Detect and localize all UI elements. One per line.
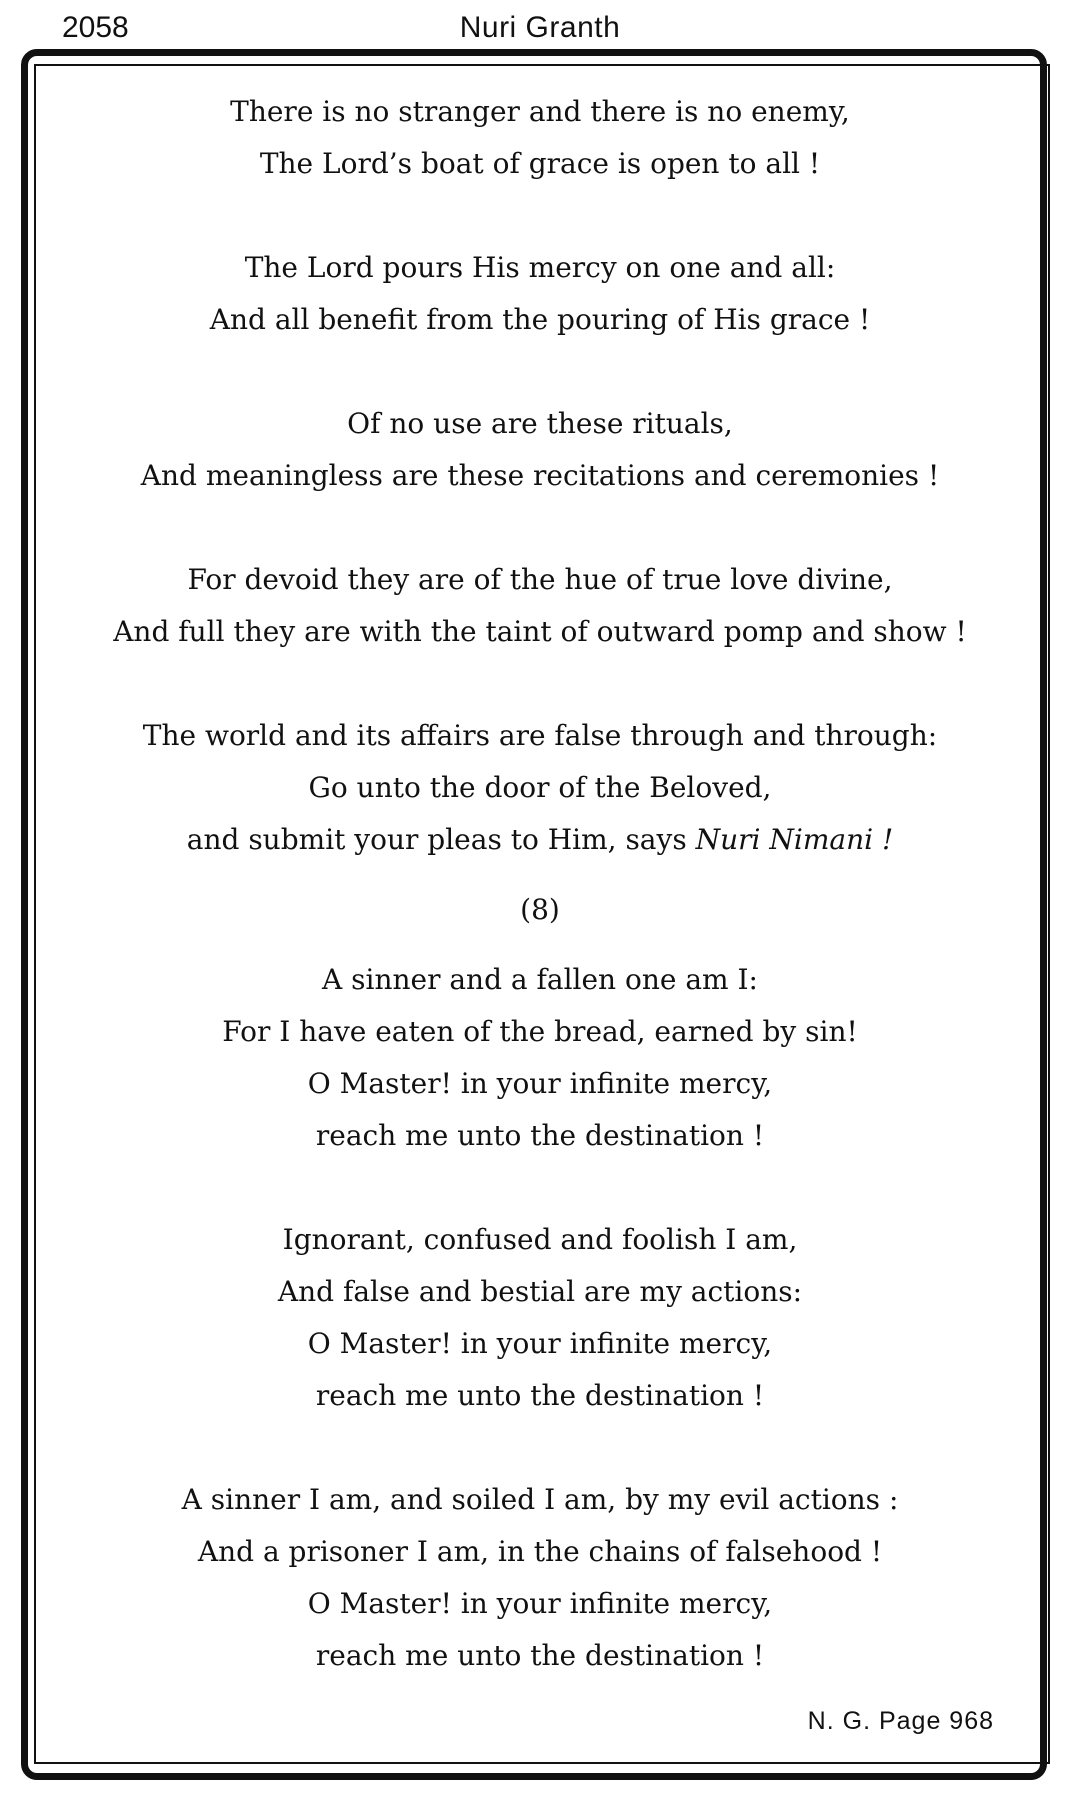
- verse-line: Ignorant, confused and foolish I am,: [282, 1223, 798, 1256]
- verse-line: reach me unto the destination !: [315, 1379, 765, 1412]
- verse-line: A sinner and a fallen one am I:: [322, 963, 758, 996]
- verse-line: For I have eaten of the bread, earned by sin!: [222, 1015, 858, 1048]
- poem-body: [40, 86, 1040, 1734]
- closing-stanza: [40, 710, 1040, 866]
- stanza: [40, 398, 1040, 502]
- section-number: (8): [520, 893, 560, 926]
- verse-line: And meaningless are these recitations and ceremonies !: [140, 459, 940, 492]
- verse-line: And false and bestial are my actions:: [277, 1275, 803, 1308]
- verse-line: Go unto the door of the Beloved,: [308, 771, 772, 804]
- verse-line: The Lord pours His mercy on one and all:: [244, 251, 836, 284]
- page-reference: N. G. Page 968: [807, 1707, 994, 1735]
- stanza: [40, 1474, 1040, 1682]
- stanza: [40, 554, 1040, 658]
- verse-line: For devoid they are of the hue of true love divine,: [187, 563, 893, 596]
- stanza: [40, 242, 1040, 346]
- verse-line: And a prisoner I am, in the chains of falsehood !: [197, 1535, 883, 1568]
- verse-line: The world and its affairs are false through and through:: [142, 719, 938, 752]
- verse-line: O Master! in your infinite mercy,: [307, 1067, 773, 1100]
- stanza: [40, 86, 1040, 190]
- verse-line: A sinner I am, and soiled I am, by my evil actions :: [181, 1483, 899, 1516]
- verse-line-signature: [40, 814, 1040, 866]
- verse-line: reach me unto the destination !: [315, 1119, 765, 1152]
- stanza: [40, 1214, 1040, 1422]
- verse-line: There is no stranger and there is no enemy,: [230, 95, 850, 128]
- running-title: Nuri Granth: [459, 11, 621, 44]
- verse-line: reach me unto the destination !: [315, 1639, 765, 1672]
- verse-line: And all benefit from the pouring of His grace !: [209, 303, 871, 336]
- verse-line: The Lord’s boat of grace is open to all !: [259, 147, 821, 180]
- verse-line: Of no use are these rituals,: [347, 407, 733, 440]
- signature-prefix: and submit your pleas to Him, says: [186, 823, 696, 856]
- verse-line: O Master! in your infinite mercy,: [307, 1327, 773, 1360]
- page-number: 2058: [62, 11, 129, 44]
- verse-line: O Master! in your infinite mercy,: [307, 1587, 773, 1620]
- poet-name: Nuri Nimani !: [695, 823, 894, 856]
- verse-line: And full they are with the taint of outward pomp and show !: [113, 615, 967, 648]
- stanza: [40, 954, 1040, 1162]
